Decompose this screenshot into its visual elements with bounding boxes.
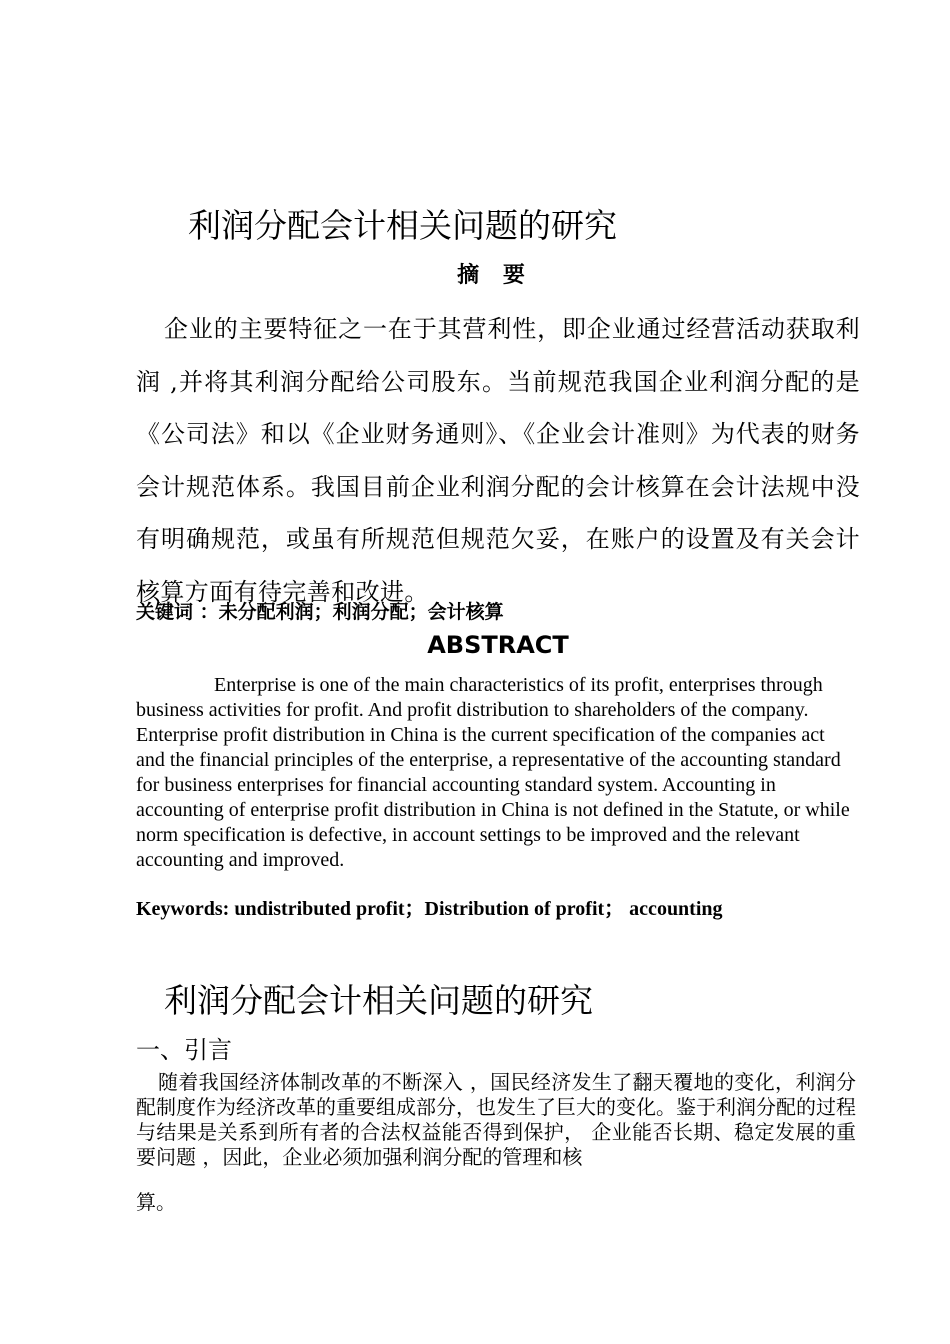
abstract-cn-paragraph: 企业的主要特征之一在于其营利性，即企业通过经营活动获取利润 ,并将其利润分配给公司股东。当前规范我国企业利润分配的是《公司法》和以《企业财务通则》、《企业会计准则》为代表的财务会计规范体系。我国目前企业利润分配的会计核算在会计法规中没有明确规范，或虽有所规范但规范欠妥，在账户的设置及有关会计核算方面有待完善和改进。 bbox=[136, 315, 860, 606]
keywords-en: Keywords: undistributed profit；Distribution of profit； accounting bbox=[136, 898, 723, 920]
abstract-heading-cn: 摘 要 bbox=[457, 263, 533, 288]
document-title: 利润分配会计相关问题的研究 bbox=[188, 206, 617, 245]
introduction-paragraph-tail: 算。 bbox=[136, 1190, 176, 1214]
abstract-en-paragraph: Enterprise is one of the main characteristics of its profit, enterprises through business activities for profit. And profit distribution to shareholders of the company. Enterprise profit distribution in China is the current specification of the companies act and the financial principles of the enterprise, a representative of the accounting standard for business enterprises for financial accounting standard system. Accounting in accounting of enterprise profit distribution in China is not defined in the Statute, or while norm specification is defective, in account settings to be improved and the relevant accounting and improved. bbox=[136, 674, 850, 871]
body-title: 利润分配会计相关问题的研究 bbox=[164, 981, 593, 1020]
abstract-heading-en: ABSTRACT bbox=[427, 631, 569, 659]
keywords-cn: 关键词 ：未分配利润；利润分配；会计核算 bbox=[136, 601, 504, 623]
introduction-paragraph: 随着我国经济体制改革的不断深入 ，国民经济发生了翻天覆地的变化，利润分配制度作为经济改革的重要组成部分，也发生了巨大的变化。鉴于利润分配的过程与结果是关系到所有者的合法权益能否得到保护， 企业能否长期、稳定发展的重要问题 ，因此，企业必须加强利润分配的管理和核 bbox=[136, 1070, 856, 1169]
section-heading-introduction: 一、引言 bbox=[136, 1036, 232, 1064]
